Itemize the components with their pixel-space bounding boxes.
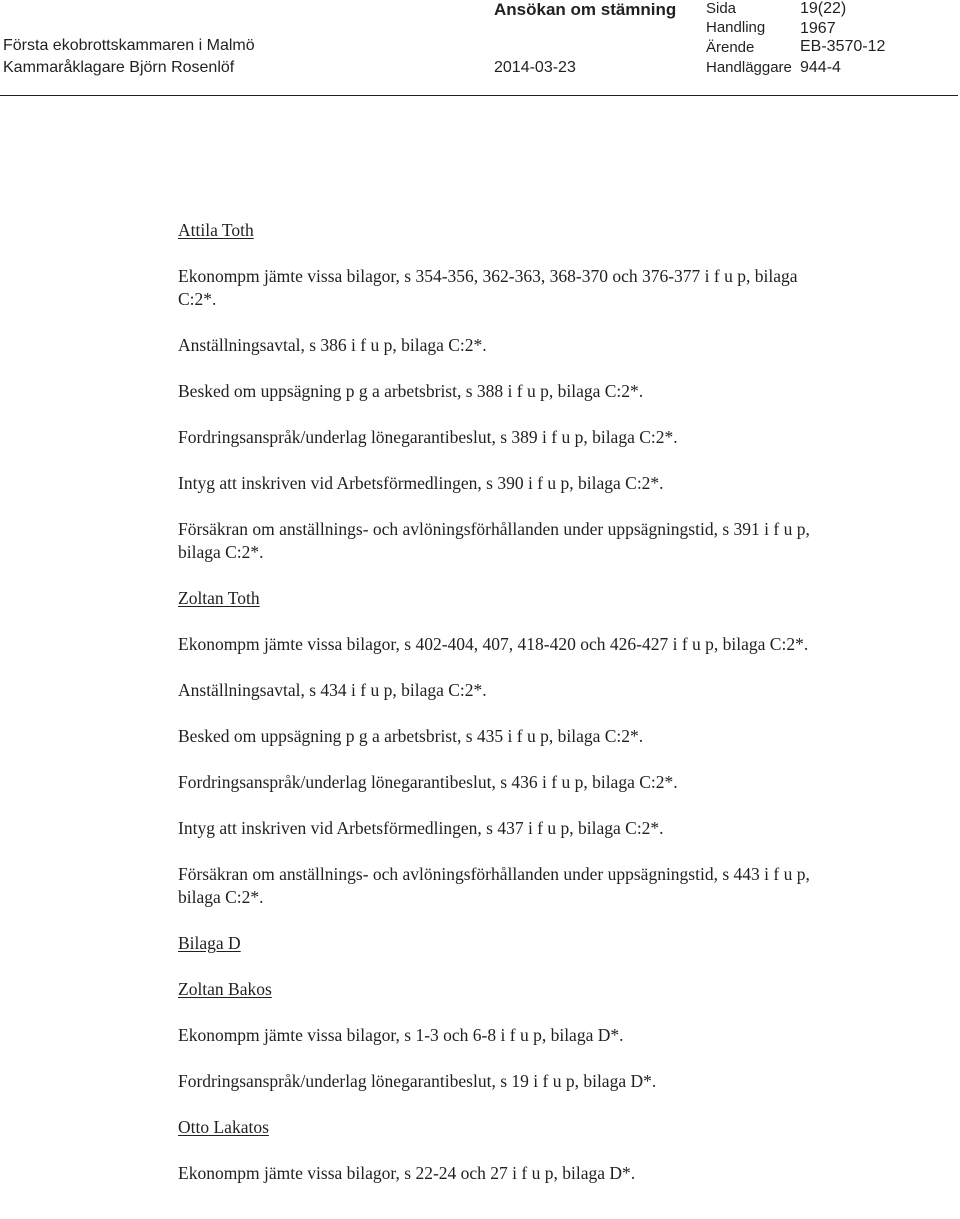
list-item: Ekonompm jämte vissa bilagor, s 402-404, 407, 418-420 och 426-427 i f u p, bilaga C:2*.: [178, 634, 809, 654]
list-item: Försäkran om anställnings- och avlöningsförhållanden under uppsägningstid, s 391 i f u p, bilaga C:2*.: [178, 519, 810, 562]
list-item: Ekonompm jämte vissa bilagor, s 1-3 och 6-8 i f u p, bilaga D*.: [178, 1025, 624, 1045]
list-item: Fordringsanspråk/underlag lönegarantibeslut, s 19 i f u p, bilaga D*.: [178, 1071, 657, 1091]
list-item: Intyg att inskriven vid Arbetsförmedlingen, s 390 i f u p, bilaga C:2*.: [178, 473, 664, 493]
list-item: Fordringsanspråk/underlag lönegarantibeslut, s 389 i f u p, bilaga C:2*.: [178, 427, 678, 447]
list-item: Intyg att inskriven vid Arbetsförmedlingen, s 437 i f u p, bilaga C:2*.: [178, 818, 664, 838]
section-heading: Attila Toth: [178, 220, 254, 240]
document-body: [178, 219, 838, 1208]
list-item: Anställningsavtal, s 386 i f u p, bilaga C:2*.: [178, 335, 487, 355]
list-item: Besked om uppsägning p g a arbetsbrist, s 388 i f u p, bilaga C:2*.: [178, 381, 644, 401]
page-label: Sida: [706, 0, 737, 17]
list-item: Besked om uppsägning p g a arbetsbrist, s 435 i f u p, bilaga C:2*.: [178, 726, 644, 746]
document-number: 1967: [800, 20, 836, 37]
list-item: Fordringsanspråk/underlag lönegarantibeslut, s 436 i f u p, bilaga C:2*.: [178, 772, 678, 792]
list-item: Ekonompm jämte vissa bilagor, s 354-356, 362-363, 368-370 och 376-377 i f u p, bilaga C:2*.: [178, 266, 798, 309]
list-item: Anställningsavtal, s 434 i f u p, bilaga C:2*.: [178, 680, 487, 700]
case-label: Ärende: [706, 39, 755, 56]
document-number-label: Handling: [706, 19, 766, 36]
section-heading: Otto Lakatos: [178, 1117, 269, 1137]
case-number: EB-3570-12: [800, 38, 886, 55]
organization-name: Första ekobrottskammaren i Malmö: [3, 37, 255, 54]
section-heading: Zoltan Bakos: [178, 979, 272, 999]
appendix-heading: Bilaga D: [178, 933, 241, 953]
prosecutor-name: Kammaråklagare Björn Rosenlöf: [3, 59, 235, 76]
header-divider: [0, 95, 958, 96]
handler-label: Handläggare: [706, 59, 792, 76]
document-date: 2014-03-23: [494, 59, 576, 76]
page-number: 19(22): [800, 0, 847, 17]
document-title: Ansökan om stämning: [494, 0, 677, 19]
list-item: Ekonompm jämte vissa bilagor, s 22-24 och 27 i f u p, bilaga D*.: [178, 1163, 636, 1183]
section-heading: Zoltan Toth: [178, 588, 260, 608]
document-header: [0, 0, 958, 96]
handler-id: 944-4: [800, 59, 841, 76]
list-item: Försäkran om anställnings- och avlöningsförhållanden under uppsägningstid, s 443 i f u p, bilaga C:2*.: [178, 864, 810, 907]
